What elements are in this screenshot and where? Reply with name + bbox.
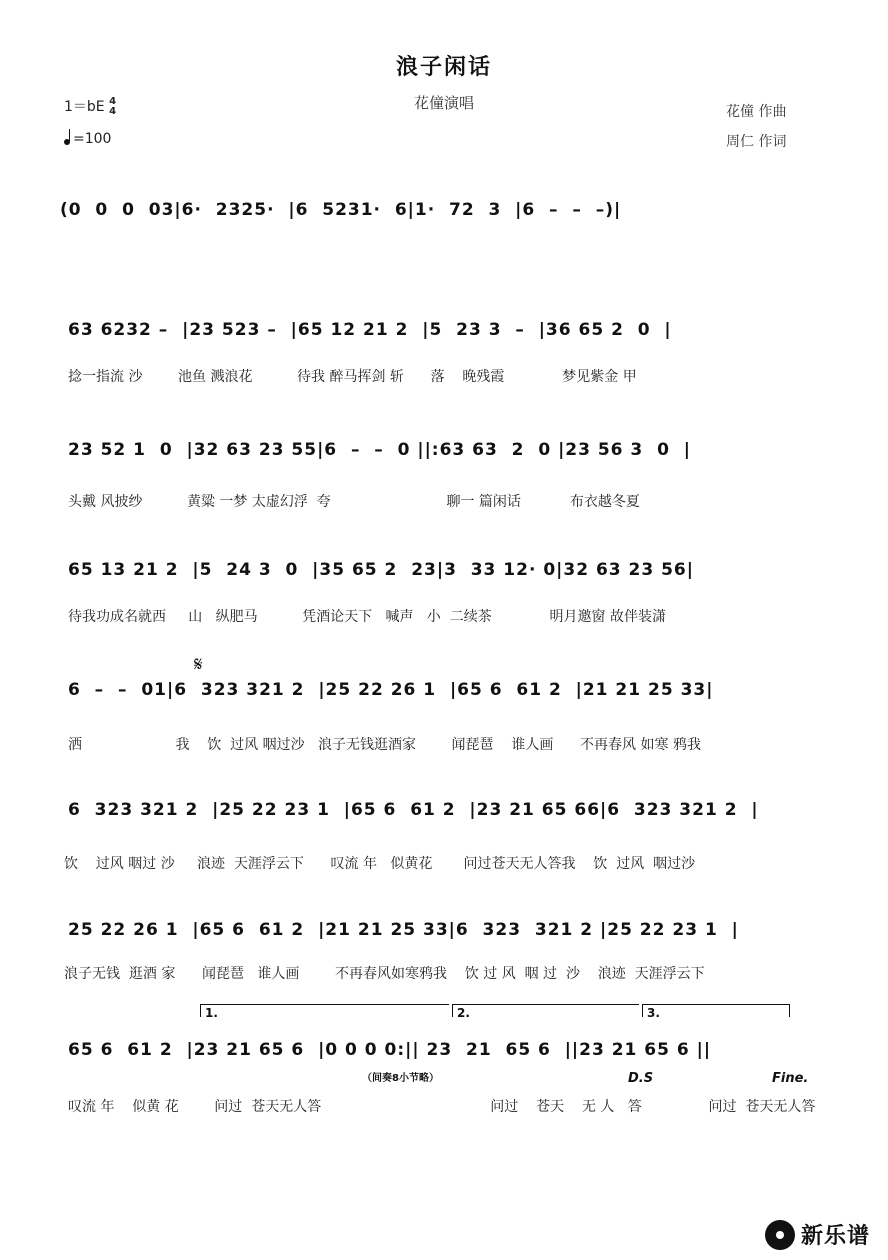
score-row-4-lyrics: 待我功成名就西 山 纵肥马 凭酒论天下 喊声 小 二续茶 明月邀窗 故伴装潇 [68, 609, 667, 625]
score-row-3-lyrics: 头戴 风披纱 黄粱 一梦 太虚幻浮 夸 聊一 篇闲话 布衣越冬夏 [68, 494, 640, 510]
segno-sign: 𝄋 [194, 652, 203, 676]
quarter-note-icon [64, 139, 70, 145]
score-row-8-lyrics: 叹流 年 似黄 花 问过 苍天无人答 问过 苍天 无 人 答 问过 苍天无人答 [68, 1099, 816, 1115]
brand-name: 新乐谱 [800, 1224, 870, 1249]
key-signature [64, 96, 116, 117]
singer-credit: 花僮演唱 [413, 94, 474, 112]
volta-brackets [200, 1004, 800, 1020]
key-label: 1＝bE [64, 99, 105, 115]
record-disc-icon [765, 1220, 795, 1250]
time-sig-bottom: 4 [109, 106, 117, 117]
score-row-3-notes: 23 52 1 0 |32 63 23 55|6 – – 0 ||:63 63 2 0 |23 56 3 0 | [68, 440, 691, 460]
score-row-7-notes: 25 22 26 1 |65 6 61 2 |21 21 25 33|6 323 321 2 |25 22 23 1 | [68, 920, 739, 940]
interlude-note: （间奏8小节略） [362, 1073, 439, 1084]
score-row-5-notes: 6 – – 01|6 323 321 2 |25 22 26 1 |65 6 61 2 |21 21 25 33| [68, 680, 714, 700]
score-row-8-notes: 65 6 61 2 |23 21 65 6 |0 0 0 0:|| 23 21 65 6 ||23 21 65 6 || [68, 1040, 712, 1060]
composer-credit: 花僮 作曲 [726, 104, 787, 120]
brand-logo [765, 1219, 870, 1250]
volta-third: 3. [642, 1004, 790, 1017]
score-row-1-notes: (0 0 0 03|6· 2325· |6 5231· 6|1· 72 3 |6 – – –)| [60, 200, 622, 220]
lyricist-credit: 周仁 作词 [726, 134, 787, 150]
ds-marking: D.S [628, 1071, 654, 1086]
fine-marking: Fine. [772, 1071, 809, 1086]
score-row-6-notes: 6 323 321 2 |25 22 23 1 |65 6 61 2 |23 21 65 66|6 323 321 2 | [68, 800, 759, 820]
score-row-5-lyrics: 洒 我 饮 过风 咽过沙 浪子无钱逛酒家 闻琵琶 谁人画 不再春风 如寒 鸦我 [68, 737, 701, 753]
volta-first: 1. [200, 1004, 449, 1017]
score-row-2-notes: 63 6232 – |23 523 – |65 12 21 2 |5 23 3 – |36 65 2 0 | [68, 320, 672, 340]
score-row-7-lyrics: 浪子无钱 逛酒 家 闻琵琶 谁人画 不再春风如寒鸦我 饮 过 风 咽 过 沙 浪迹 天涯浮云下 [64, 966, 705, 982]
tempo-value: =100 [73, 131, 112, 147]
tempo-marking [64, 131, 111, 147]
time-sig-top: 4 [109, 96, 117, 107]
score-row-2-lyrics: 捻一指流 沙 池鱼 溅浪花 待我 醉马挥剑 斩 落 晚残霞 梦见紫金 甲 [68, 369, 637, 385]
score-row-6-lyrics: 饮 过风 咽过 沙 浪迹 天涯浮云下 叹流 年 似黄花 问过苍天无人答我 饮 过风 咽过沙 [64, 856, 696, 872]
time-signature [109, 97, 116, 117]
volta-second: 2. [452, 1004, 639, 1017]
song-title: 浪子闲话 [395, 55, 492, 80]
score-row-4-notes: 65 13 21 2 |5 24 3 0 |35 65 2 23|3 33 12· 0|32 63 23 56| [68, 560, 694, 580]
